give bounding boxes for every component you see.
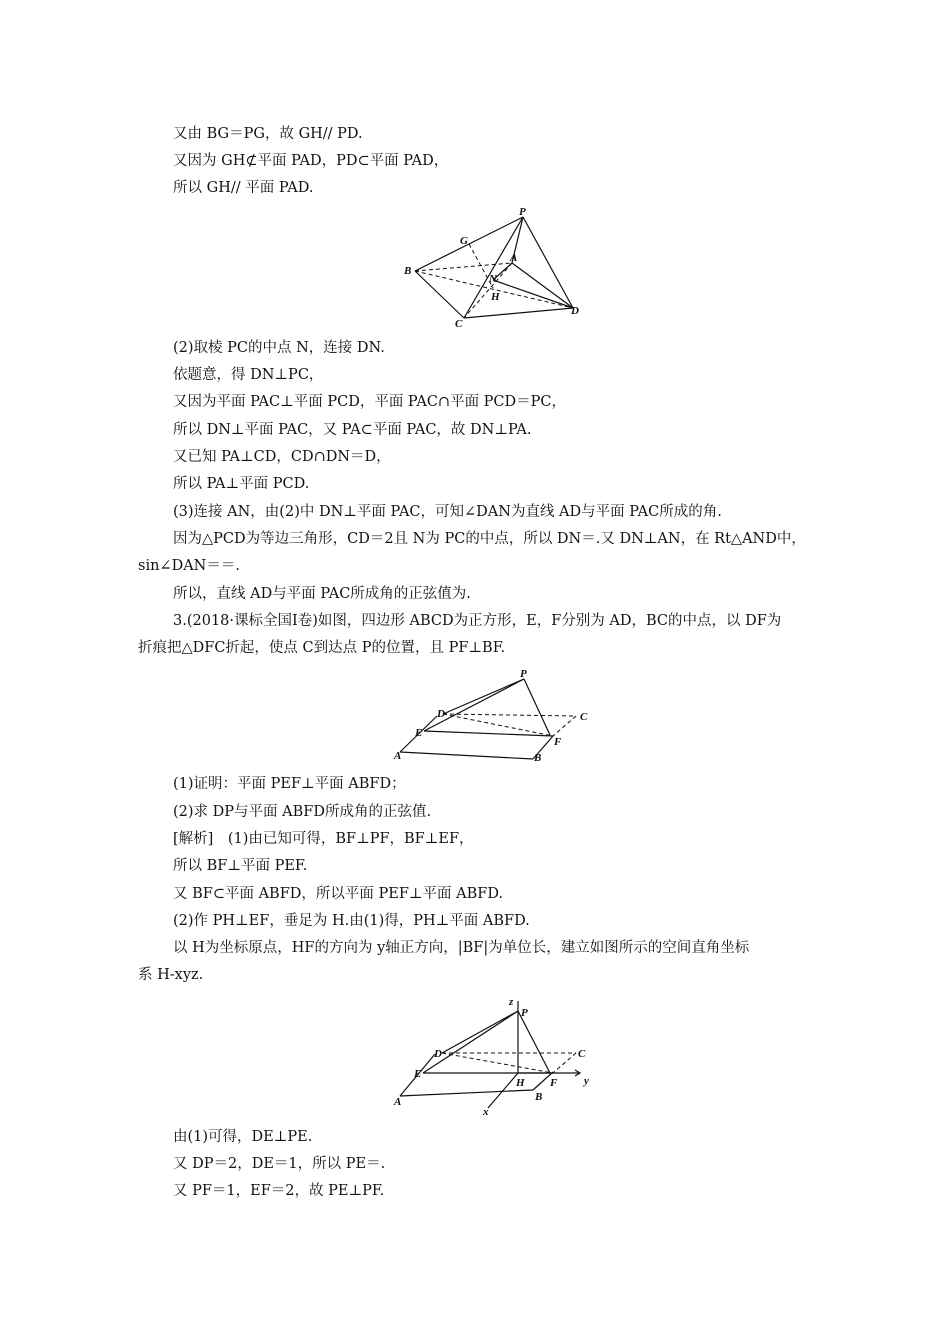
text-line-26: 又 PF＝1，EF＝2，故 PE⊥PF. [173, 1183, 385, 1199]
text-line-14: 3.(2018·课标全国Ⅰ卷)如图，四边形 ABCD为正方形，E，F分别为 AD，BC的中点，以 DF为 [173, 613, 782, 629]
edge-ad [512, 263, 573, 308]
text-line-2: 又因为 GH⊄平面 PAD，PD⊂平面 PAD， [173, 153, 449, 169]
text-line-7: 所以 DN⊥平面 PAC，又 PA⊂平面 PAC，故 DN⊥PA. [173, 422, 532, 438]
fig2-label-f: F [554, 736, 562, 748]
edge-bc [415, 271, 464, 318]
fig3-label-x: x [483, 1106, 489, 1118]
fig3-label-d: D [434, 1048, 442, 1060]
crease-df-hidden [442, 1053, 553, 1073]
segment-nd [493, 280, 573, 308]
figure-pyramid-pabcd [395, 200, 595, 335]
fig1-label-a: A [510, 252, 518, 264]
fig2-label-e: E [415, 727, 423, 739]
fig3-label-h: H [516, 1077, 525, 1089]
edge-pd [442, 1011, 518, 1053]
text-line-22: 以 H为坐标原点，HF的方向为 y轴正方向，|BF|为单位长，建立如图所示的空间直角坐标 [173, 940, 750, 956]
fig1-label-p: P [519, 206, 526, 218]
edge-cd [464, 308, 573, 318]
fig3-label-b: B [535, 1091, 543, 1103]
fig3-label-e: E [414, 1068, 422, 1080]
text-line-24: 由(1)可得，DE⊥PE. [173, 1129, 313, 1145]
edge-ab [400, 1090, 533, 1096]
text-line-19: 所以 BF⊥平面 PEF. [173, 858, 308, 874]
fig3-label-f: F [550, 1077, 558, 1089]
text-line-5: 依题意，得 DN⊥PC， [173, 367, 324, 383]
fig1-label-b: B [404, 265, 412, 277]
fig3-label-y: y [584, 1075, 589, 1087]
text-line-11: 因为△PCD为等边三角形，CD＝2且 N为 PC的中点，所以 DN＝.又 DN⊥AN，在 Rt△AND中， [173, 531, 806, 547]
fig3-label-p: P [521, 1007, 528, 1019]
text-line-6: 又因为平面 PAC⊥平面 PCD，平面 PAC∩平面 PCD＝PC， [173, 394, 567, 410]
edge-pf [524, 679, 550, 735]
fig2-label-p: P [520, 668, 527, 680]
text-line-23: 系 H-xyz. [138, 967, 204, 983]
text-line-8: 又已知 PA⊥CD，CD∩DN＝D， [173, 449, 391, 465]
text-line-21: (2)作 PH⊥EF，垂足为 H.由(1)得，PH⊥平面 ABFD. [173, 913, 530, 929]
edge-pd [523, 217, 573, 308]
text-line-3: 所以 GH// 平面 PAD. [173, 180, 314, 196]
fig2-label-c: C [580, 711, 588, 723]
fig1-label-d: D [571, 305, 579, 317]
text-line-15: 折痕把△DFC折起，使点 C到达点 P的位置，且 PF⊥BF. [138, 640, 506, 656]
edge-cf-hidden [553, 1053, 576, 1073]
text-line-17: (2)求 DP与平面 ABFD所成角的正弦值. [173, 804, 432, 820]
edge-pe [424, 679, 524, 731]
text-line-18: [解析] (1)由已知可得，BF⊥PF，BF⊥EF， [173, 831, 474, 847]
fig1-label-n: N [489, 273, 497, 285]
text-line-25: 又 DP＝2，DE＝1，所以 PE＝. [173, 1156, 386, 1172]
edge-ab [400, 752, 533, 759]
fig2-label-a: A [394, 750, 402, 762]
text-line-4: (2)取棱 PC的中点 N，连接 DN. [173, 340, 385, 356]
text-line-13: 所以，直线 AD与平面 PAC所成角的正弦值为. [173, 586, 471, 602]
fig1-label-c: C [455, 318, 463, 330]
edge-pe [423, 1011, 518, 1073]
edge-pd [443, 679, 524, 714]
text-line-10: (3)连接 AN，由(2)中 DN⊥平面 PAC，可知∠DAN为直线 AD与平面 PAC所成的角. [173, 504, 722, 520]
text-line-16: (1)证明：平面 PEF⊥平面 ABFD； [173, 776, 406, 792]
edge-cf-hidden [553, 716, 576, 736]
text-line-12: sin∠DAN＝＝. [138, 558, 240, 574]
fig3-label-c: C [578, 1048, 586, 1060]
figure-coordinate-system [388, 997, 603, 1119]
text-line-1: 又由 BG＝PG，故 GH// PD. [173, 126, 363, 142]
diagonal-ac-hidden [464, 263, 512, 318]
fig1-label-h: H [491, 291, 500, 303]
figure-folded-square [390, 668, 600, 768]
text-line-9: 所以 PA⊥平面 PCD. [173, 476, 310, 492]
fig1-label-g: G [460, 235, 468, 247]
edge-dc-hidden [443, 714, 576, 716]
fig3-label-z: z [509, 996, 514, 1008]
fig2-label-d: D [437, 708, 445, 720]
fig2-label-b: B [534, 752, 542, 764]
fig3-label-a: A [394, 1096, 402, 1108]
edge-pf [518, 1011, 550, 1073]
text-line-20: 又 BF⊂平面 ABFD，所以平面 PEF⊥平面 ABFD. [173, 886, 504, 902]
